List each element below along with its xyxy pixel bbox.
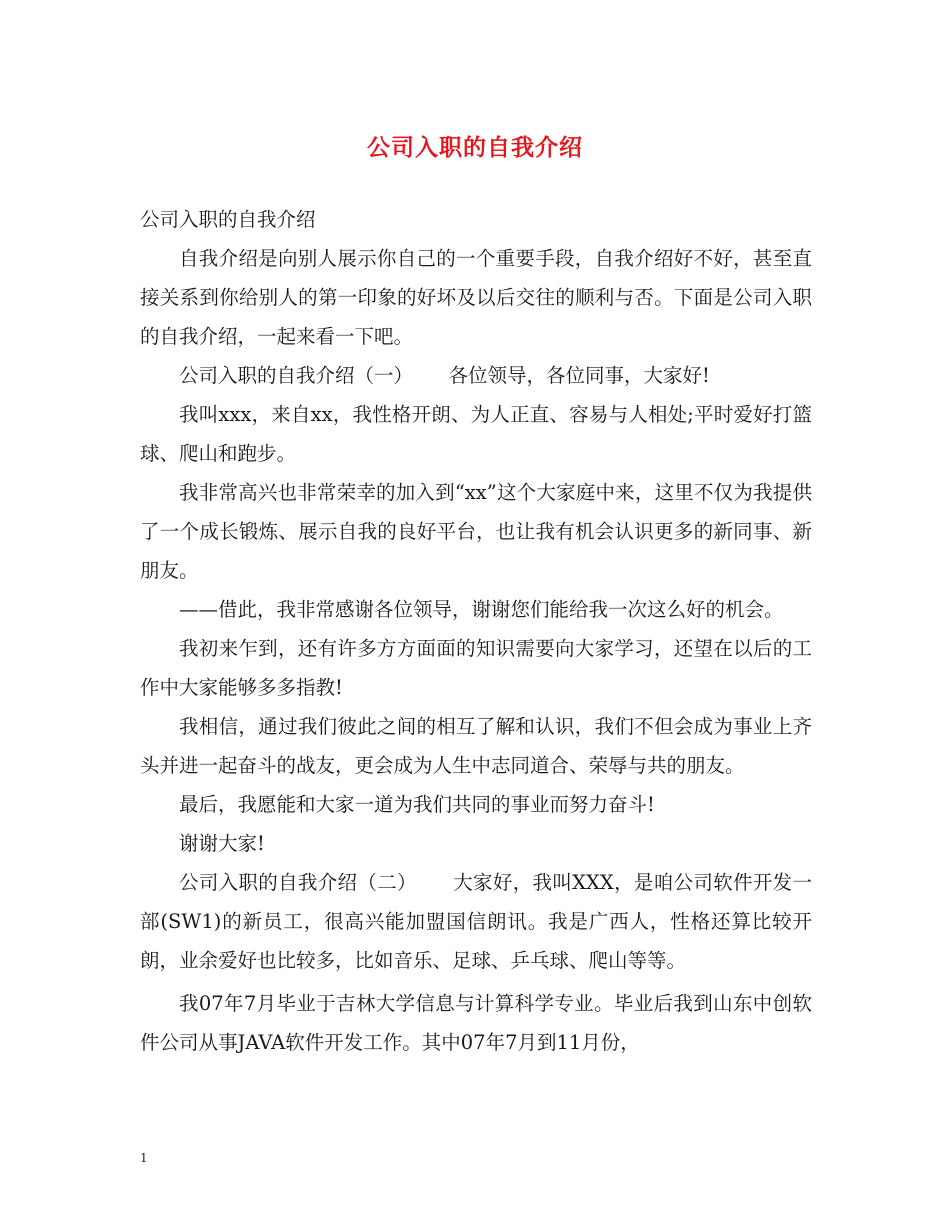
paragraph-joining: 我非常高兴也非常荣幸的加入到“xx”这个大家庭中来，这里不仅为我提供了一个成长锻炼、展示自我的良好平台，也让我有机会认识更多的新同事、新朋友。 xyxy=(140,481,812,582)
paragraph-thanks: ——借此，我非常感谢各位领导，谢谢您们能给我一次这么好的机会。 xyxy=(179,598,784,621)
paragraph-section-two: 公司入职的自我介绍（二） 大家好，我叫XXX，是咱公司软件开发一部(SW1)的新员工，很高兴能加盟国信朗讯。我是广西人，性格还算比较开朗，业余爱好也比较多，比如音乐、足球、乒乓球、爬山等等。 xyxy=(140,871,812,972)
document-body xyxy=(140,200,812,1062)
paragraph-newcomer: 我初来乍到，还有许多方方面面的知识需要向大家学习，还望在以后的工作中大家能够多多指教! xyxy=(140,637,812,699)
paragraph-education: 我07年7月毕业于吉林大学信息与计算科学专业。毕业后我到山东中创软件公司从事JAVA软件开发工作。其中07年7月到11月份， xyxy=(140,992,812,1054)
paragraph-closing: 最后，我愿能和大家一道为我们共同的事业而努力奋斗! xyxy=(179,793,655,816)
paragraph-self-name: 我叫xxx，来自xx，我性格开朗、为人正直、容易与人相处;平时爱好打篮球、爬山和跑步。 xyxy=(140,403,812,465)
paragraph-belief: 我相信，通过我们彼此之间的相互了解和认识，我们不但会成为事业上齐头并进一起奋斗的战友，更会成为人生中志同道合、荣辱与共的朋友。 xyxy=(140,715,812,777)
document-title: 公司入职的自我介绍 xyxy=(367,134,583,161)
paragraph-intro: 自我介绍是向别人展示你自己的一个重要手段，自我介绍好不好，甚至直接关系到你给别人的第一印象的好坏及以后交往的顺利与否。下面是公司入职的自我介绍，一起来看一下吧。 xyxy=(140,247,812,348)
page-number: 1 xyxy=(140,1151,148,1165)
paragraph-thank-you: 谢谢大家! xyxy=(179,832,265,855)
paragraph-section-one-greeting: 公司入职的自我介绍（一） 各位领导，各位同事，大家好! xyxy=(179,364,710,387)
paragraph-heading: 公司入职的自我介绍 xyxy=(140,208,316,231)
